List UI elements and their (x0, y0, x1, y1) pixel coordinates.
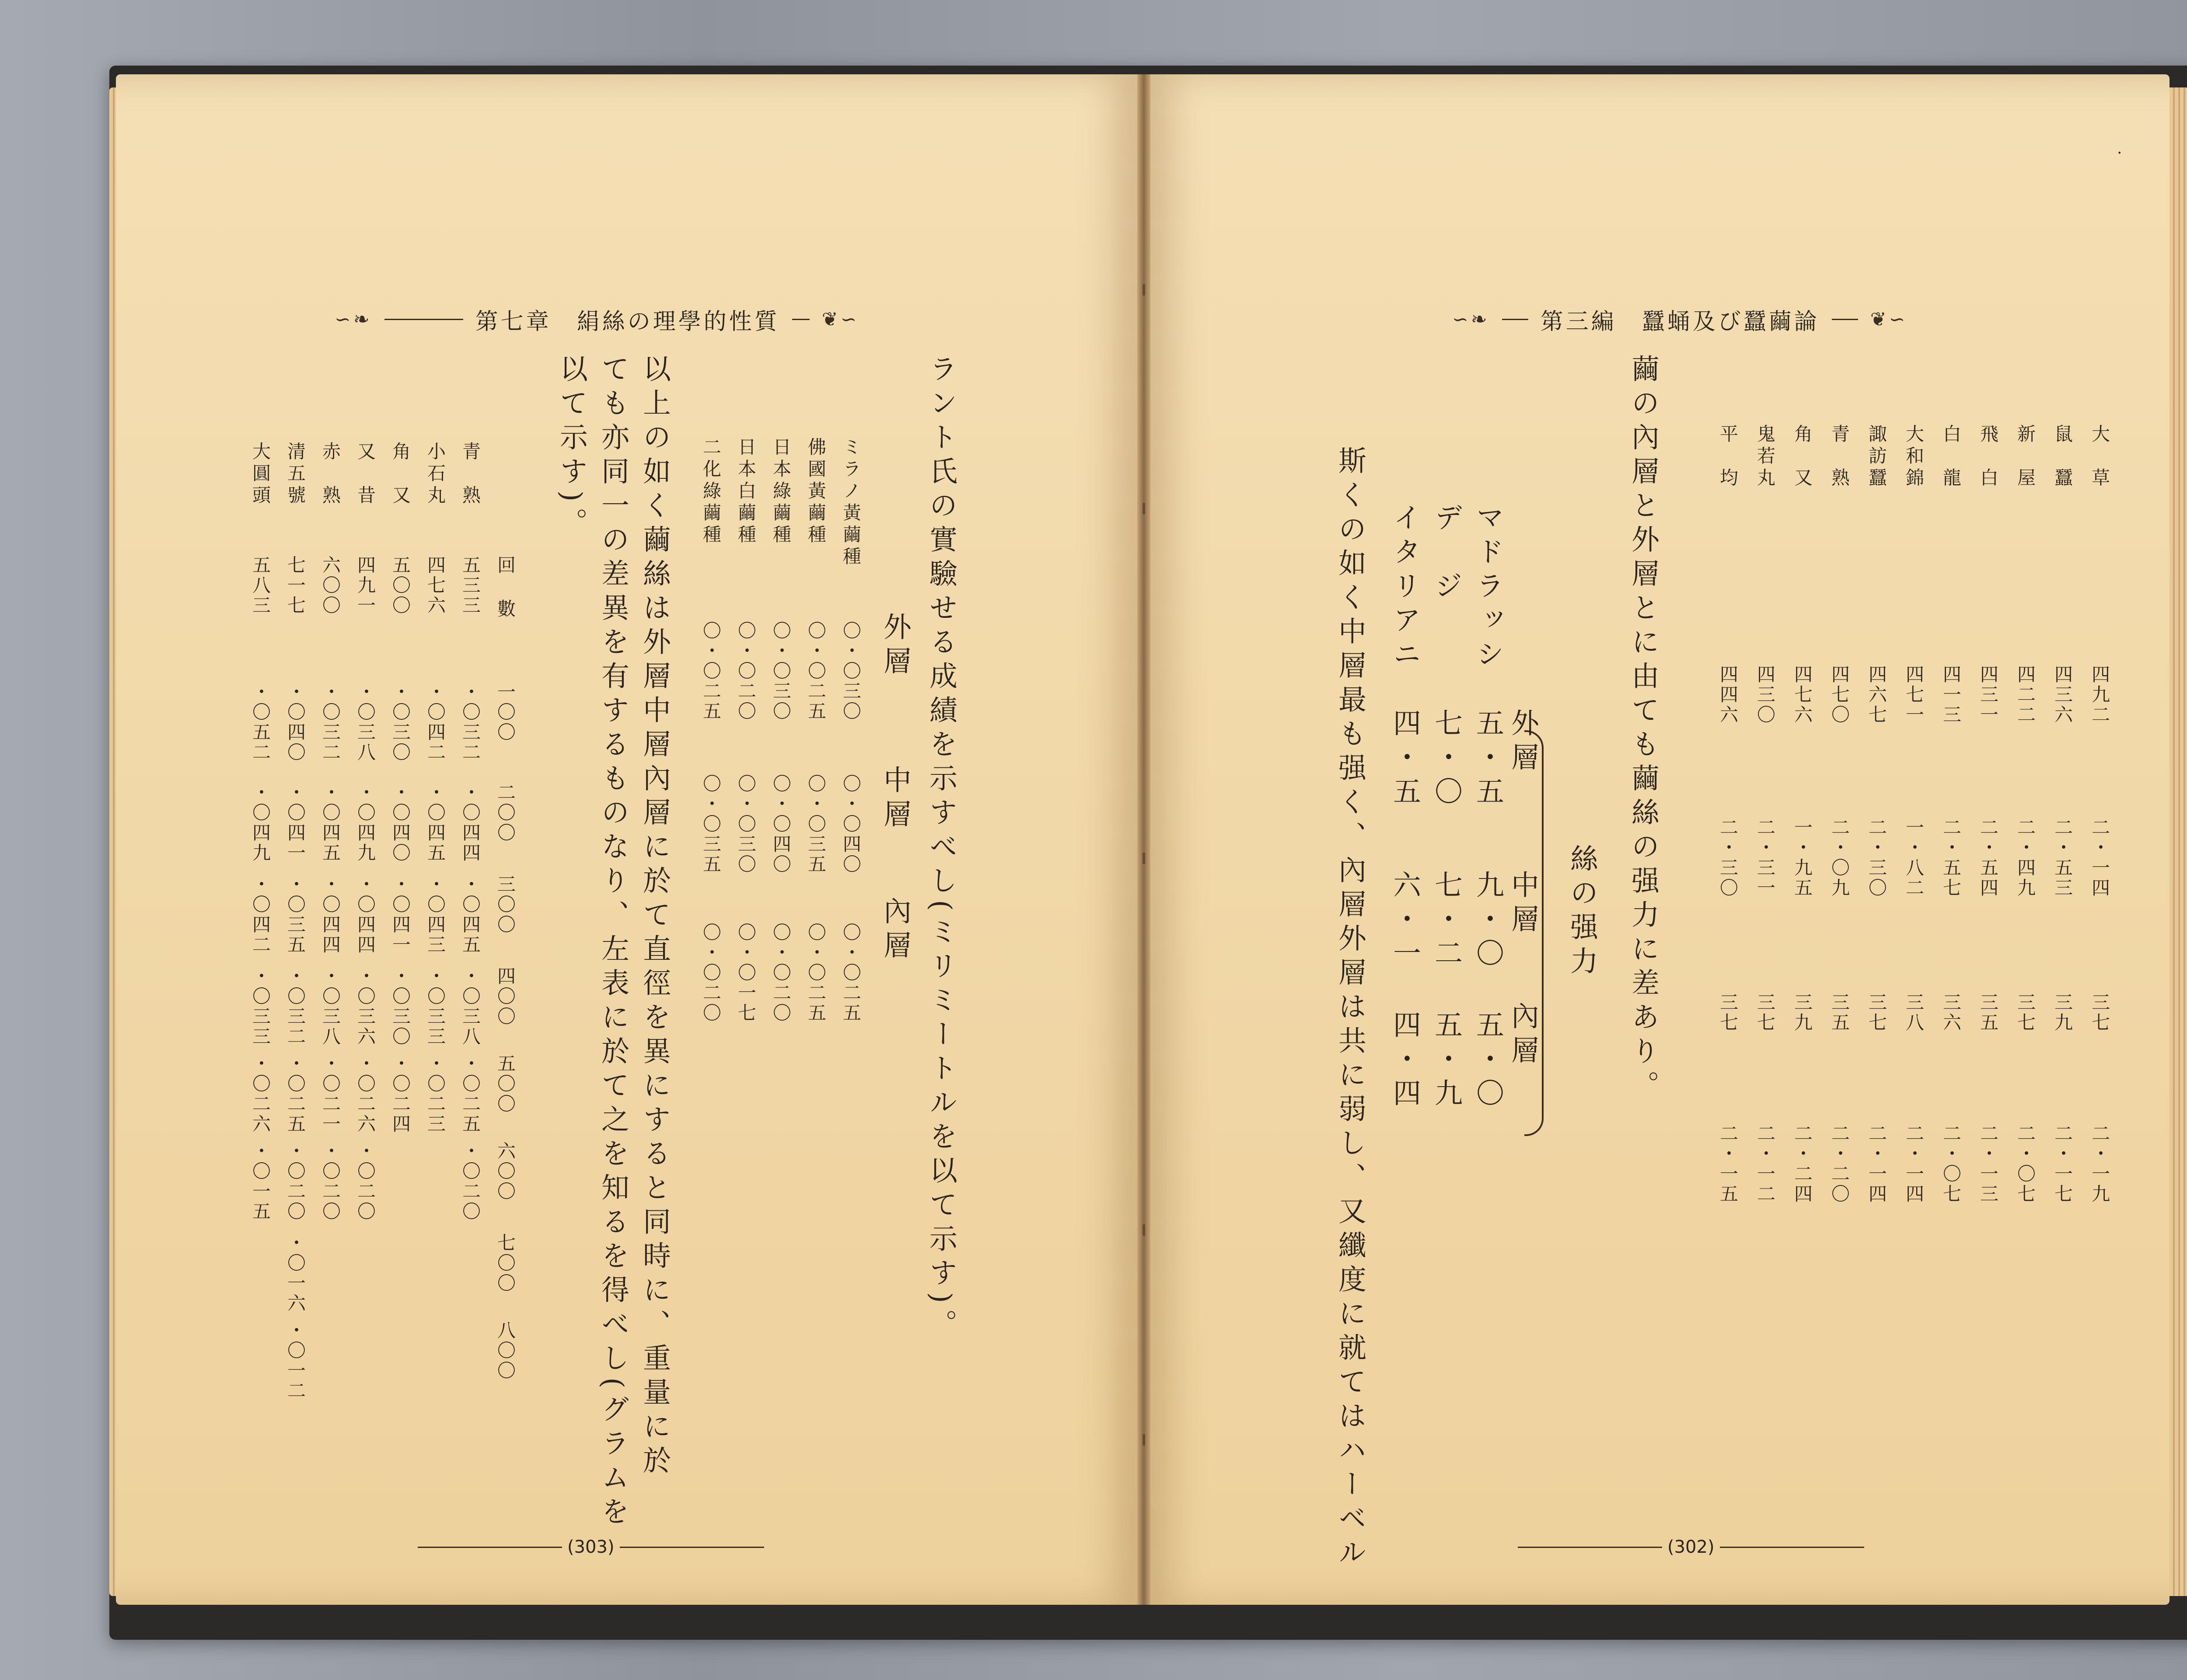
table-cell: 二・一七 (2052, 1124, 2073, 1204)
table-cell: ・〇三六 (355, 966, 376, 1047)
cell-threads: 六〇〇 (320, 555, 341, 616)
table-cell: 一・九五 (1792, 818, 1813, 898)
row-name: マドラッシ (1471, 503, 1504, 673)
row-name: 小石丸 (425, 442, 446, 507)
cell-inner: 五・九 (1430, 1010, 1462, 1112)
cell-threads: 七一七 (285, 555, 306, 616)
page-footer-left (418, 1537, 764, 1557)
row-name: 大圓頭 (250, 442, 271, 507)
table-cell: ・〇三三 (425, 966, 446, 1047)
closing-text: 斯くの如く中層最も强く、內層外層は共に弱し、又纖度に就てはハーベル (1334, 446, 1366, 1572)
table-cell: 三七 (2015, 993, 2036, 1033)
table-cell: ・〇三三 (250, 966, 271, 1047)
table-cell: ・〇二三 (425, 1054, 446, 1134)
cell-outer: 四・五 (1388, 708, 1421, 811)
cell-threads: 五八三 (250, 555, 271, 616)
table-cell: 三七 (1866, 993, 1887, 1033)
cell-outer: 〇・〇二五 (700, 621, 722, 721)
table-cell: ・〇二四 (390, 1054, 411, 1134)
table-cell: ・〇三二 (285, 966, 306, 1047)
cell-inner: 〇・〇二〇 (770, 923, 792, 1023)
row-name: 清五號 (285, 442, 306, 507)
page-number: (303) (567, 1537, 615, 1557)
table-cell: ・〇四五 (425, 783, 446, 863)
cell-middle: 〇・〇四〇 (840, 774, 862, 875)
row-name: 角 又 (390, 442, 411, 507)
row-name: 新 屋 (2015, 424, 2036, 490)
table-cell: ・〇四五 (460, 875, 481, 955)
cell-inner: 五・〇 (1471, 1010, 1504, 1112)
table-cell: 二・〇九 (1829, 818, 1850, 898)
footer-rule (1518, 1547, 1662, 1548)
cell-middle: 〇・〇三五 (805, 774, 827, 875)
table-cell: ・〇一六 (285, 1233, 306, 1314)
page-number: (302) (1667, 1537, 1715, 1557)
table-cell: 二・一四 (1903, 1124, 1925, 1204)
table-cell: 四七〇 (1829, 665, 1850, 725)
cell-outer: 七・〇 (1430, 708, 1462, 811)
cell-threads: 四九一 (355, 555, 376, 616)
ornament-icon: ∽❧ (335, 308, 372, 331)
table-cell: 三八 (1903, 993, 1925, 1033)
cell-outer: 〇・〇二五 (805, 621, 827, 721)
row-name: 大和錦 (1903, 424, 1925, 490)
table-cell: ・〇二〇 (320, 1141, 341, 1222)
header-rule (384, 319, 463, 320)
table-cell: ・〇一五 (250, 1141, 271, 1222)
cell-threads: 五〇〇 (390, 555, 411, 616)
cell-inner: 〇・〇二〇 (700, 923, 722, 1023)
table-cell: 二・一四 (2089, 818, 2110, 898)
ornament-icon: ∽❧ (1452, 308, 1490, 331)
table-cell: 四三六 (2052, 665, 2073, 725)
running-header-left (335, 306, 859, 335)
header-rule (792, 319, 810, 320)
table-cell: ・〇四九 (355, 783, 376, 863)
cell-inner: 〇・〇一七 (735, 923, 757, 1023)
header-col: 七〇〇 (495, 1233, 516, 1293)
cell-middle: 六・一 (1388, 870, 1421, 972)
row-name: 青 熟 (460, 442, 481, 507)
table-cell: ・〇二五 (460, 1054, 481, 1134)
header-col: 八〇〇 (495, 1321, 516, 1381)
binding-stitch (1142, 853, 1145, 864)
running-header-right (1452, 306, 1908, 335)
header-rule (1502, 319, 1528, 320)
ornament-icon: ❦∽ (1870, 308, 1908, 331)
binding-stitch (1142, 284, 1145, 296)
row-name: 佛國黃繭種 (805, 437, 827, 547)
row-name: デ ジ (1430, 503, 1462, 605)
row-name: 角 又 (1792, 424, 1813, 490)
table-cell: 二・三〇 (1717, 818, 1739, 898)
sentence: 繭の內層と外層とに由ても繭絲の强力に差あり。 (1627, 354, 1659, 1105)
table-cell: ・〇四五 (320, 783, 341, 863)
table-cell: 二・〇七 (2015, 1124, 2036, 1204)
table-cell: 二・五四 (1977, 818, 1999, 898)
table-cell: ・〇三八 (460, 966, 481, 1047)
table-cell: ・〇三八 (355, 682, 376, 763)
table-cell: 三七 (1717, 993, 1739, 1033)
table-cell: ・〇四二 (425, 682, 446, 763)
cell-outer: 〇・〇二〇 (735, 621, 757, 721)
cell-outer: 五・五 (1471, 708, 1504, 811)
cell-middle: 〇・〇四〇 (770, 774, 792, 875)
table-cell: 四三〇 (1754, 665, 1776, 725)
table-cell: 二・三一 (1754, 818, 1776, 898)
table-cell: ・〇四一 (390, 875, 411, 955)
cell-middle: 〇・〇三〇 (735, 774, 757, 875)
col-header-outer: 外層 (1506, 708, 1539, 777)
footer-rule (1720, 1547, 1864, 1548)
row-name: 又 昔 (355, 442, 376, 507)
table-cell: ・〇二〇 (355, 1141, 376, 1222)
intro-text: ラント氏の實驗せる成績を示すべし(ミリミートルを以て示す)。 (925, 354, 957, 1343)
footer-rule (620, 1547, 764, 1548)
table-cell: ・〇三五 (285, 875, 306, 955)
page-edges-right (2170, 87, 2187, 1596)
table-cell: ・〇二五 (285, 1054, 306, 1134)
header-col: 三〇〇 (495, 875, 516, 935)
header-col: 六〇〇 (495, 1141, 516, 1202)
table-cell: 二・一三 (1977, 1124, 1999, 1204)
table-cell: 三五 (1829, 993, 1850, 1033)
table-cell: ・〇二六 (250, 1054, 271, 1134)
table-cell: 四六七 (1866, 665, 1887, 725)
table-cell: 二・四九 (2015, 818, 2036, 898)
col-header-inner: 內層 (1506, 1001, 1539, 1070)
table-cell: 二・一五 (1717, 1124, 1739, 1204)
left-page (116, 74, 1139, 1605)
table-cell: ・〇四〇 (390, 783, 411, 863)
row-name: 平 均 (1717, 424, 1739, 490)
book-gutter (1137, 74, 1150, 1605)
paragraph-line: 以上の如く繭絲は外層中層內層に於て直徑を異にすると同時に、重量に於 (638, 354, 671, 1480)
row-name: 鬼若丸 (1754, 424, 1776, 490)
table-cell: 二・一四 (1866, 1124, 1887, 1204)
table-cell: ・〇一二 (285, 1321, 306, 1401)
table-cell: ・〇四九 (250, 783, 271, 863)
table-cell: ・〇四一 (285, 783, 306, 863)
table-cell: ・〇四二 (250, 875, 271, 955)
row-name: イタリアニ (1388, 503, 1421, 673)
row-name: 鼠 蠶 (2052, 424, 2073, 490)
row-name: ミラノ黃繭種 (840, 437, 862, 568)
cell-middle: 〇・〇三五 (700, 774, 722, 875)
table-cell: 二・二〇 (1829, 1124, 1850, 1204)
right-page (1146, 74, 2170, 1605)
row-name: 日本白繭種 (735, 437, 757, 547)
table-cell: 四四六 (1717, 665, 1739, 725)
header-col: 二〇〇 (495, 783, 516, 843)
row-name: 赤 熟 (320, 442, 341, 507)
col-header-middle: 中層 (1506, 870, 1539, 938)
col-header-middle: 中層 (879, 765, 911, 833)
cell-outer: 〇・〇三〇 (770, 621, 792, 721)
table-cell: 三五 (1977, 993, 1999, 1033)
table-cell: ・〇二〇 (285, 1141, 306, 1222)
row-name: 二化綠繭種 (700, 437, 722, 547)
ornament-icon: ❦∽ (821, 308, 859, 331)
table-cell: 二・一九 (2089, 1124, 2110, 1204)
table-cell: 三六 (1940, 993, 1962, 1033)
table-cell: ・〇四四 (355, 875, 376, 955)
table-cell: 一・八二 (1903, 818, 1925, 898)
cell-threads: 四七六 (425, 555, 446, 616)
table-cell: ・〇二一 (320, 1054, 341, 1134)
cell-inner: 〇・〇二五 (840, 923, 862, 1023)
table-cell: 二・一二 (1754, 1124, 1776, 1204)
page-mark: · (2117, 144, 2122, 162)
binding-stitch (1142, 1224, 1145, 1236)
row-name: 白 龍 (1940, 424, 1962, 490)
row-name: 日本綠繭種 (770, 437, 792, 547)
paragraph-line: 以て示す)。 (555, 354, 587, 542)
table-cell: 四二二 (2015, 665, 2036, 725)
table-cell: 四七六 (1792, 665, 1813, 725)
row-name: 飛 白 (1977, 424, 1999, 490)
binding-stitch (1142, 503, 1145, 514)
table-cell: ・〇四三 (425, 875, 446, 955)
row-name: 大 草 (2089, 424, 2110, 490)
table-cell: ・〇四四 (320, 875, 341, 955)
header-col: 五〇〇 (495, 1054, 516, 1114)
table-cell: ・〇二六 (355, 1054, 376, 1134)
header-title: 第七章 絹絲の理學的性質 (475, 308, 780, 335)
table-cell: ・〇五二 (250, 682, 271, 763)
table-cell: 二・二四 (1792, 1124, 1813, 1204)
page-footer-right (1518, 1537, 1864, 1557)
table-cell: ・〇三二 (460, 682, 481, 763)
table-cell: ・〇二〇 (460, 1141, 481, 1222)
cell-middle: 七・二 (1430, 870, 1462, 972)
table-cell: 三七 (1754, 993, 1776, 1033)
table-cell: ・〇三〇 (390, 682, 411, 763)
row-name: 諏訪蠶 (1866, 424, 1887, 490)
header-title: 第三編 蠶蛹及び蠶繭論 (1540, 308, 1820, 335)
header-col: 四〇〇 (495, 966, 516, 1027)
cell-threads: 五三三 (460, 555, 481, 616)
table-cell: 四三一 (1977, 665, 1999, 725)
header-count: 回 數 (495, 555, 516, 621)
table-cell: ・〇三二 (320, 682, 341, 763)
table-cell: 二・五三 (2052, 818, 2073, 898)
binding-stitch (1142, 1434, 1145, 1446)
table-cell: 三九 (2052, 993, 2073, 1033)
strength-title: 絲の强力 (1565, 844, 1598, 980)
paragraph-line: ても亦同一の差異を有するものなり、左表に於て之を知るを得べし(グラムを (597, 354, 629, 1531)
table-cell: 二・〇七 (1940, 1124, 1962, 1204)
table-cell: 二・三〇 (1866, 818, 1887, 898)
row-name: 青 熟 (1829, 424, 1850, 490)
cell-middle: 九・〇 (1471, 870, 1504, 972)
table-cell: ・〇四〇 (285, 682, 306, 763)
table-cell: 三七 (2089, 993, 2110, 1033)
header-col: 一〇〇 (495, 682, 516, 742)
table-cell: 二・五七 (1940, 818, 1962, 898)
table-cell: 四七一 (1903, 665, 1925, 725)
header-rule (1832, 319, 1858, 320)
table-cell: 三九 (1792, 993, 1813, 1033)
table-cell: ・〇四四 (460, 783, 481, 863)
footer-rule (418, 1547, 562, 1548)
table-cell: ・〇三八 (320, 966, 341, 1047)
cell-inner: 四・四 (1388, 1010, 1421, 1112)
cell-inner: 〇・〇二五 (805, 923, 827, 1023)
col-header-inner: 內層 (879, 896, 911, 965)
table-cell: 四九二 (2089, 665, 2110, 725)
table-cell: ・〇三〇 (390, 966, 411, 1047)
col-header-outer: 外層 (879, 612, 911, 680)
table-cell: 四一三 (1940, 665, 1962, 725)
cell-outer: 〇・〇三〇 (840, 621, 862, 721)
